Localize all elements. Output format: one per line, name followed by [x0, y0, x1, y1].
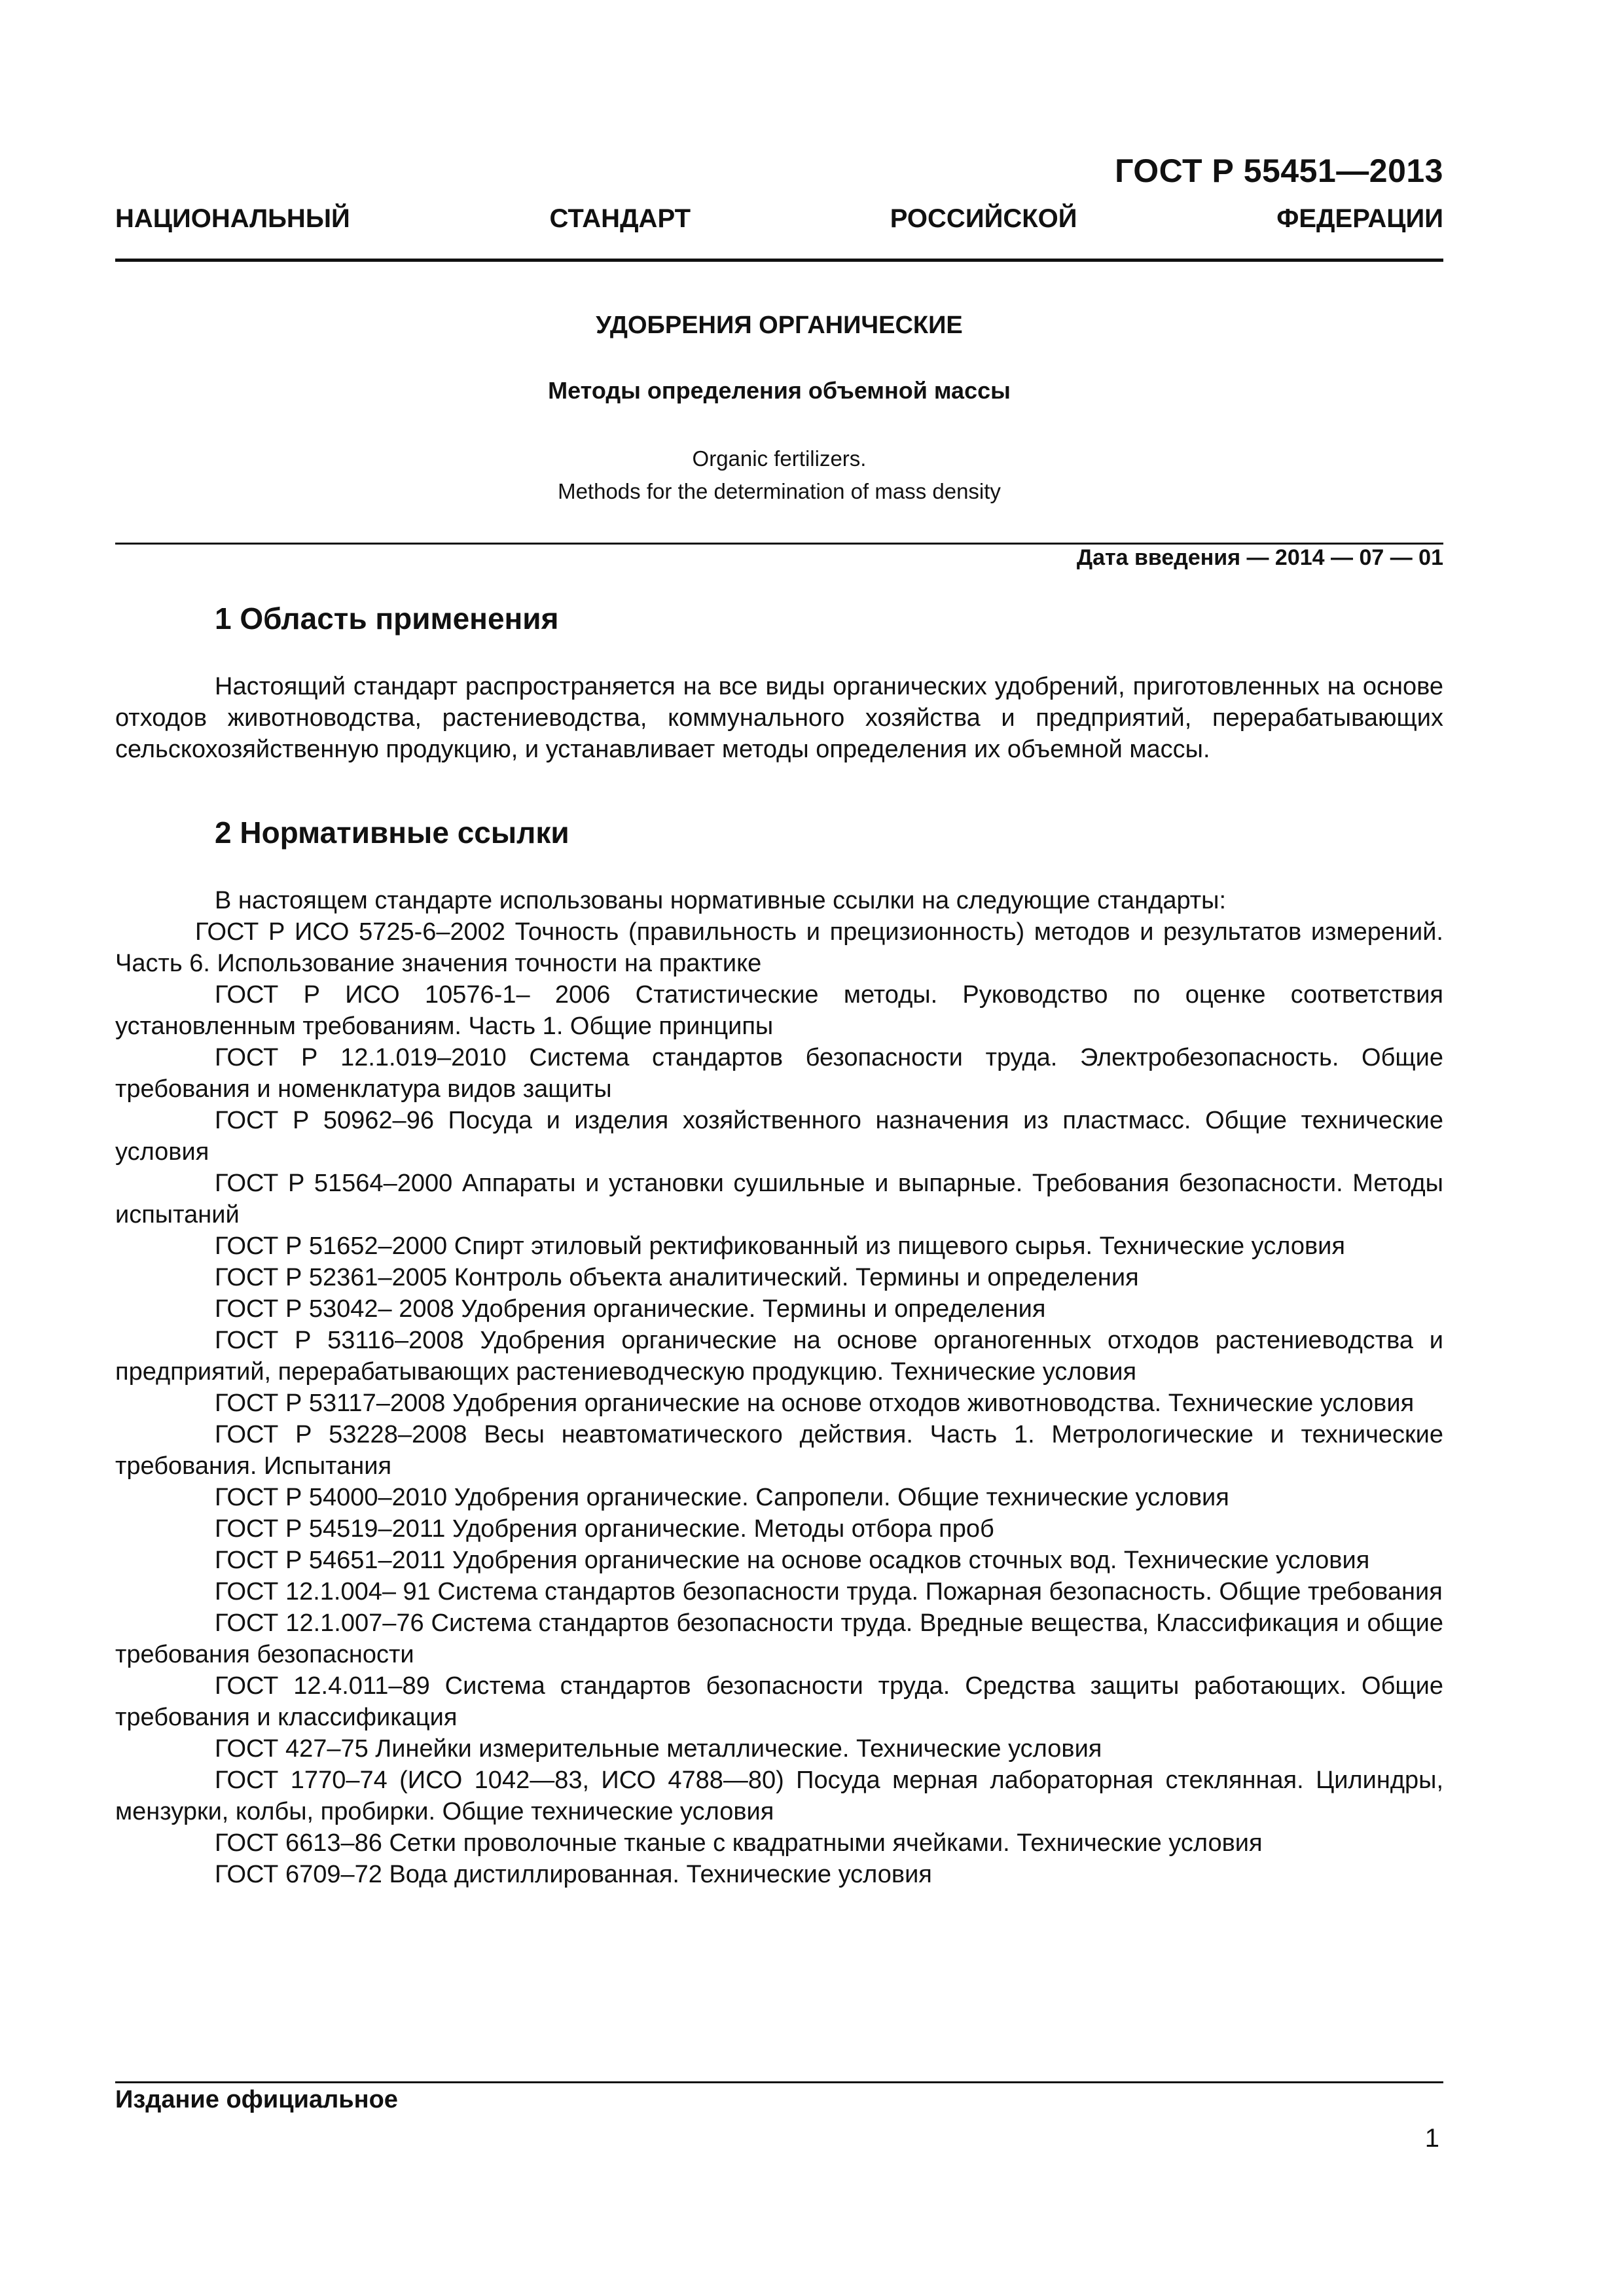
reference-item: ГОСТ Р 54651–2011 Удобрения органические на основе осадков сточных вод. Технические условия — [215, 1547, 1370, 1574]
standard-banner — [115, 204, 1443, 234]
reference-item: ГОСТ Р 51652–2000 Спирт этиловый ректификованный из пищевого сырья. Технические условия — [215, 1232, 1345, 1260]
reference-item: ГОСТ Р 51564–2000 Аппараты и установки сушильные и выпарные. Требования безопасности. Методы испытаний — [115, 1170, 1443, 1229]
reference-item: ГОСТ Р 53116–2008 Удобрения органические на основе органогенных отходов растениеводства и предприятий, перерабатывающих растениеводческую продукцию. Технические условия — [115, 1327, 1443, 1386]
standard-number: ГОСТ Р 55451—2013 — [1115, 152, 1443, 189]
reference-item: ГОСТ Р 53228–2008 Весы неавтоматического действия. Часть 1. Метрологические и технические требования. Испытания — [115, 1421, 1443, 1480]
reference-item: ГОСТ Р 53117–2008 Удобрения органические на основе отходов животноводства. Технические условия — [215, 1390, 1415, 1417]
reference-item: ГОСТ Р 54000–2010 Удобрения органические. Сапропели. Общие технические условия — [215, 1484, 1229, 1511]
banner-word-1: НАЦИОНАЛЬНЫЙ — [115, 204, 350, 233]
page-number: 1 — [1424, 2124, 1439, 2153]
reference-item: ГОСТ 1770–74 (ИСО 1042—83, ИСО 4788—80) Посуда мерная лабораторная стеклянная. Цилиндры, мензурки, колбы, пробирки. Общие технические условия — [115, 1767, 1443, 1825]
reference-item: ГОСТ 6613–86 Сетки проволочные тканые с квадратными ячейками. Технические условия — [215, 1829, 1263, 1857]
section-2-heading: 2 Нормативные ссылки — [215, 816, 569, 850]
reference-item: ГОСТ 12.1.004– 91 Система стандартов безопасности труда. Пожарная безопасность. Общие требования — [215, 1578, 1443, 1605]
references-list — [115, 885, 1443, 1890]
footer-divider — [115, 2081, 1443, 2083]
reference-item: ГОСТ Р ИСО 10576-1– 2006 Статистические методы. Руководство по оценке соответствия установленным требованиям. Часть 1. Общие принципы — [115, 981, 1443, 1040]
reference-item: ГОСТ 427–75 Линейки измерительные металлические. Технические условия — [215, 1735, 1102, 1763]
header-divider — [115, 259, 1443, 262]
banner-word-4: ФЕДЕРАЦИИ — [1276, 204, 1443, 233]
section-1-text: Настоящий стандарт распространяется на все виды органических удобрений, приготовленных на основе отходов животноводства, растениеводства, коммунального хозяйства и предприятий, перерабатывающих сельскохозяйственную продукцию, и устанавливает методы определения их объемной массы. — [115, 673, 1443, 763]
reference-item: ГОСТ Р 12.1.019–2010 Система стандартов безопасности труда. Электробезопасность. Общие требования и номенклатура видов защиты — [115, 1044, 1443, 1103]
references-intro: В настоящем стандарте использованы нормативные ссылки на следующие стандарты: — [215, 887, 1227, 914]
document-title: УДОБРЕНИЯ ОРГАНИЧЕСКИЕ — [596, 312, 963, 339]
section-1-heading: 1 Область применения — [215, 601, 559, 636]
title-divider — [115, 543, 1443, 545]
english-title-line-1: Organic fertilizers. — [692, 446, 867, 471]
banner-word-3: РОССИЙСКОЙ — [890, 204, 1077, 233]
reference-item: ГОСТ Р 54519–2011 Удобрения органические. Методы отбора проб — [215, 1515, 994, 1543]
reference-item: ГОСТ 6709–72 Вода дистиллированная. Технические условия — [215, 1861, 932, 1888]
reference-item: ГОСТ 12.1.007–76 Система стандартов безопасности труда. Вредные вещества, Классификация и общие требования безопасности — [115, 1609, 1443, 1668]
reference-item: ГОСТ Р 53042– 2008 Удобрения органические. Термины и определения — [215, 1295, 1046, 1323]
english-title-line-2: Methods for the determination of mass density — [558, 479, 1001, 503]
introduction-date: Дата введения — 2014 — 07 — 01 — [1076, 545, 1443, 570]
banner-word-2: СТАНДАРТ — [549, 204, 691, 233]
reference-item: ГОСТ Р ИСО 5725-6–2002 Точность (правильность и прецизионность) методов и результатов измерений. Часть 6. Использование значения точности на практике — [115, 918, 1443, 977]
reference-item: ГОСТ Р 50962–96 Посуда и изделия хозяйственного назначения из пластмасс. Общие технические условия — [115, 1107, 1443, 1166]
reference-item: ГОСТ 12.4.011–89 Система стандартов безопасности труда. Средства защиты работающих. Общие требования и классификация — [115, 1672, 1443, 1731]
official-edition-label: Издание официальное — [115, 2086, 398, 2113]
document-subtitle: Методы определения объемной массы — [548, 377, 1011, 404]
english-title — [115, 442, 1443, 508]
reference-item: ГОСТ Р 52361–2005 Контроль объекта аналитический. Термины и определения — [215, 1264, 1139, 1291]
